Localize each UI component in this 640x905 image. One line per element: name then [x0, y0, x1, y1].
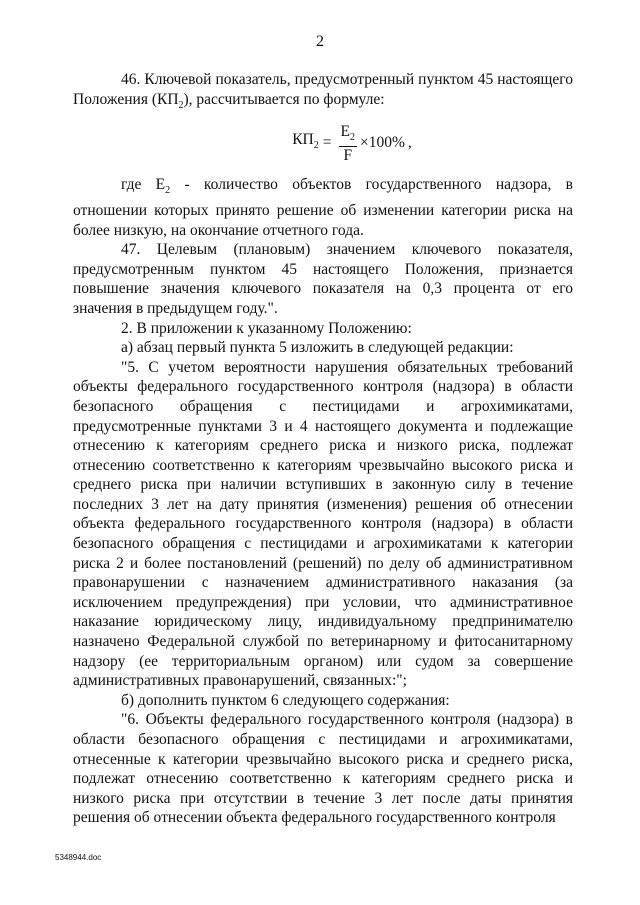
formula — [131, 117, 573, 169]
formula-numerator — [339, 123, 357, 147]
formula-numerator-sub: 2 — [349, 131, 355, 143]
formula-lhs-sub: 2 — [313, 140, 319, 152]
paragraph-46-end: ), рассчитывается по формуле: — [183, 90, 385, 108]
formula-rhs: ×100% — [359, 134, 405, 152]
paragraph-46-text: 46. Ключевой показатель, предусмотренный пунктом 45 настоящего Положения (КП — [73, 71, 573, 108]
page-number: 2 — [316, 33, 324, 50]
paragraph-2: 2. В приложении к указанному Положению: — [121, 319, 412, 337]
formula-denominator: F — [343, 146, 353, 164]
paragraph-47: 47. Целевым (плановым) значением ключевого показателя, предусмотренным пунктом 45 настоящего Положения, признается повышение значения ключевого показателя на 0,3 процента от его значения в предыдущем году.". — [73, 241, 573, 317]
paragraph-6: "6. Объекты федерального государственного контроля (надзора) в области безопасного обращения с пестицидами и агрохимикатами, отнесенные к категории чрезвычайно высокого риска и среднего риска, подлежат отнесению соответственно к категориям среднего риска и низкого риска при отсутствии в течение 3 лет после даты принятия решения об отнесении объекта федерального государственного контроля — [73, 711, 573, 827]
formula-lhs — [292, 130, 319, 156]
where-text-b: - количество объектов государственного надзора, в отношении которых принято решение об изменении категории риска на более низкую, на окончание отчетного года. — [73, 176, 573, 239]
paragraph-where — [73, 175, 573, 240]
document-body — [73, 70, 573, 828]
paragraph-a: а) абзац первый пункта 5 изложить в следующей редакции: — [121, 339, 514, 357]
formula-numerator-text: Е — [340, 122, 350, 140]
paragraph-b: б) дополнить пунктом 6 следующего содержания: — [121, 691, 450, 709]
paragraph-5: "5. С учетом вероятности нарушения обязательных требований объекты федерального государственного контроля (надзора) в области безопасного обращения с пестицидами и агрохимикатами, предусмотренные пунктами 3 и 4 настоящего документа и подлежащие отнесению к категориям среднего риска и низкого риска, подлежат отнесению соответственно к категориям чрезвычайно высокого риска и среднего риска при наличии вступивших в законную силу в течение последних 3 лет на дату принятия (изменения) решения об отнесении объекта федерального государственного контроля (надзора) в области безопасного обращения с пестицидами и агрохимикатами к категории риска 2 и более постановлений (решений) по делу об административном правонарушении с назначением административного наказания (за исключением предупреждения) при условии, что административное наказание юридическому лицу, индивидуальному предпринимателю назначено Федеральной службой по ветеринарному и фитосанитарному надзору (ее территориальным органом) или судом за совершение административных правонарушений, связанных:"; — [73, 358, 573, 690]
footer-filename: 5348944.doc — [55, 853, 102, 862]
formula-lhs-text: КП — [292, 131, 314, 149]
formula-equals: = — [322, 134, 332, 152]
where-text-a: где Е — [121, 176, 166, 194]
paragraph-46 — [73, 70, 573, 115]
where-subscript: 2 — [165, 185, 171, 197]
formula-fraction — [339, 123, 357, 164]
formula-trailing-comma: , — [407, 134, 412, 152]
subscript: 2 — [178, 99, 184, 111]
